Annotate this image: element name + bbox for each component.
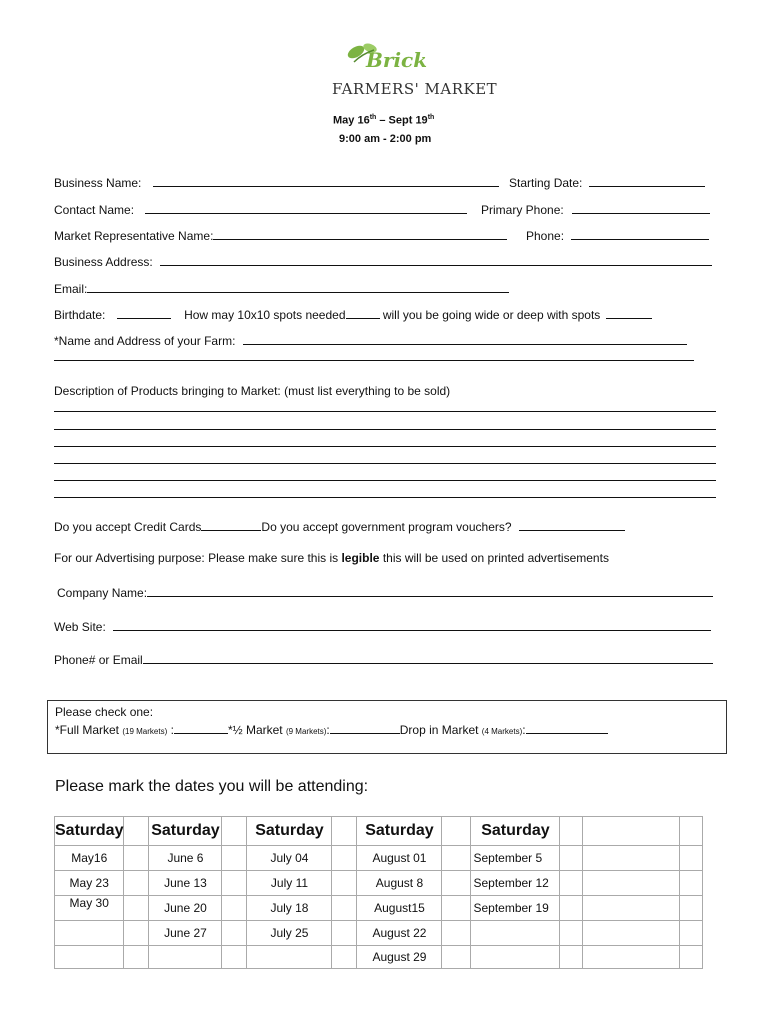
checkbox-cell[interactable] xyxy=(442,921,471,946)
description-line[interactable] xyxy=(54,446,716,447)
contact-name-row xyxy=(54,202,467,217)
phone-row xyxy=(526,228,709,243)
birthdate-field[interactable] xyxy=(117,307,171,319)
company-name-label: Company Name: xyxy=(57,586,148,600)
checkbox-cell[interactable] xyxy=(332,921,357,946)
col-header: Saturday xyxy=(471,817,560,846)
checkbox-cell[interactable] xyxy=(442,896,471,921)
date-cell: August 29 xyxy=(357,946,442,969)
blank-cell xyxy=(583,817,680,846)
phone-field[interactable] xyxy=(571,228,709,240)
logo-brick: Brick xyxy=(366,48,428,72)
full-market-label: *Full Market xyxy=(55,723,123,737)
season-hours: 9:00 am - 2:00 pm xyxy=(339,133,432,145)
date-cell: June 20 xyxy=(149,896,222,921)
date-cell: June 27 xyxy=(149,921,222,946)
description-line[interactable] xyxy=(54,411,716,412)
description-line[interactable] xyxy=(54,463,716,464)
email-row xyxy=(54,281,509,296)
date-cell xyxy=(55,921,124,946)
starting-date-row xyxy=(509,175,705,190)
checkbox-cell[interactable] xyxy=(560,896,583,921)
advertising-text-bold: legible xyxy=(341,551,380,565)
checkbox-cell[interactable] xyxy=(124,817,149,846)
schedule-table xyxy=(54,816,703,969)
checkbox-cell[interactable] xyxy=(560,921,583,946)
checkbox-cell[interactable] xyxy=(680,921,703,946)
wide-deep-field[interactable] xyxy=(606,307,652,319)
company-name-row xyxy=(57,585,713,600)
advertising-text-pre: For our Advertising purpose: Please make sure this is xyxy=(54,551,342,565)
phone-label: Phone: xyxy=(526,229,565,243)
business-address-field[interactable] xyxy=(160,254,712,266)
logo xyxy=(330,40,498,102)
credit-row xyxy=(54,519,625,534)
full-market-count: (19 Markets) xyxy=(122,727,168,736)
date-cell: August 01 xyxy=(357,846,442,871)
checkbox-cell[interactable] xyxy=(442,846,471,871)
col-header: Saturday xyxy=(55,817,124,846)
email-label: Email: xyxy=(54,282,88,296)
advertising-note xyxy=(54,551,609,565)
date-cell: September 5 xyxy=(471,846,560,871)
season-start-sup: th xyxy=(369,114,377,121)
vouchers-field[interactable] xyxy=(519,519,625,531)
logo-subtitle: FARMERS' MARKET xyxy=(332,80,498,98)
checkbox-cell[interactable] xyxy=(222,871,247,896)
birthdate-row xyxy=(54,307,652,322)
date-cell: June 13 xyxy=(149,871,222,896)
primary-phone-field[interactable] xyxy=(572,202,710,214)
credit-cards-field[interactable] xyxy=(201,519,261,531)
check-title: Please check one: xyxy=(55,705,154,719)
checkbox-cell[interactable] xyxy=(124,896,149,921)
season-end-sup: th xyxy=(427,114,435,121)
checkbox-cell[interactable] xyxy=(442,817,471,846)
drop-market-field[interactable] xyxy=(526,722,608,734)
date-cell: May 23 xyxy=(55,871,124,896)
vouchers-label: Do you accept government program vouchers? xyxy=(261,520,512,534)
date-cell: May16 xyxy=(55,846,124,871)
market-rep-label: Market Representative Name: xyxy=(54,229,214,243)
checkbox-cell[interactable] xyxy=(332,946,357,969)
spots-field[interactable] xyxy=(346,307,380,319)
season-start: May 16 xyxy=(333,114,370,127)
col-header: Saturday xyxy=(149,817,222,846)
drop-market-count: (4 Markets) xyxy=(481,727,523,736)
contact-name-field[interactable] xyxy=(145,202,467,214)
farm-field-line-2[interactable] xyxy=(54,360,694,361)
checkbox-cell[interactable] xyxy=(560,871,583,896)
half-market-label: *½ Market xyxy=(227,723,286,737)
checkbox-cell[interactable] xyxy=(332,896,357,921)
season-end: Sept 19 xyxy=(388,114,428,127)
market-rep-field[interactable] xyxy=(213,228,507,240)
market-options xyxy=(55,722,608,737)
birthdate-label: Birthdate: xyxy=(54,308,106,322)
description-line[interactable] xyxy=(54,429,716,430)
half-market-field[interactable] xyxy=(330,722,400,734)
half-market-count: (9 Markets) xyxy=(285,727,327,736)
checkbox-cell[interactable] xyxy=(222,846,247,871)
season-dash: – xyxy=(376,114,389,127)
date-cell: August 22 xyxy=(357,921,442,946)
blank-cell xyxy=(583,846,680,871)
checkbox-cell[interactable] xyxy=(332,871,357,896)
checkbox-cell[interactable] xyxy=(124,846,149,871)
date-cell: July 18 xyxy=(247,896,332,921)
checkbox-cell[interactable] xyxy=(124,921,149,946)
primary-phone-label: Primary Phone: xyxy=(481,203,564,217)
checkbox-cell[interactable] xyxy=(332,846,357,871)
business-address-label: Business Address: xyxy=(54,255,153,269)
web-site-row xyxy=(54,619,711,634)
col-header: Saturday xyxy=(247,817,332,846)
description-line[interactable] xyxy=(54,480,716,481)
starting-date-field[interactable] xyxy=(589,175,705,187)
starting-date-label: Starting Date: xyxy=(509,176,583,190)
date-cell xyxy=(55,946,124,969)
phone-email-field[interactable] xyxy=(143,652,713,664)
business-address-row xyxy=(54,254,712,269)
date-cell xyxy=(471,946,560,969)
season-dates xyxy=(333,114,434,127)
checkbox-cell[interactable] xyxy=(560,817,583,846)
dates-heading: Please mark the dates you will be attending: xyxy=(55,778,369,795)
checkbox-cell[interactable] xyxy=(222,817,247,846)
contact-name-label: Contact Name: xyxy=(54,203,135,217)
blank-cell xyxy=(583,896,680,921)
checkbox-cell[interactable] xyxy=(222,921,247,946)
col-header: Saturday xyxy=(357,817,442,846)
blank-cell xyxy=(583,871,680,896)
checkbox-cell[interactable] xyxy=(680,846,703,871)
full-market-field[interactable] xyxy=(174,722,228,734)
checkbox-cell[interactable] xyxy=(560,946,583,969)
half-market-colon: : xyxy=(326,723,330,737)
phone-email-row xyxy=(54,652,713,667)
date-cell xyxy=(471,921,560,946)
checkbox-cell[interactable] xyxy=(222,896,247,921)
web-site-field[interactable] xyxy=(113,619,711,631)
description-label: Description of Products bringing to Market: (must list everything to be sold) xyxy=(54,384,451,398)
drop-market-colon: : xyxy=(522,723,526,737)
blank-cell xyxy=(583,946,680,969)
drop-market-label: Drop in Market xyxy=(399,723,482,737)
spots-label: How may 10x10 spots needed xyxy=(184,308,346,322)
checkbox-cell[interactable] xyxy=(680,817,703,846)
description-line[interactable] xyxy=(54,497,716,498)
date-cell xyxy=(247,946,332,969)
date-cell: July 11 xyxy=(247,871,332,896)
full-market-colon: : xyxy=(167,723,174,737)
farm-label: *Name and Address of your Farm: xyxy=(54,334,236,348)
checkbox-cell[interactable] xyxy=(680,896,703,921)
wide-deep-label: will you be going wide or deep with spots xyxy=(382,308,601,322)
date-cell: July 25 xyxy=(247,921,332,946)
phone-email-label: Phone# or Email xyxy=(54,653,143,667)
web-site-label: Web Site: xyxy=(54,620,106,634)
date-cell: September 12 xyxy=(471,871,560,896)
credit-cards-label: Do you accept Credit Cards xyxy=(54,520,202,534)
market-rep-row xyxy=(54,228,507,243)
date-cell: May 30 xyxy=(55,896,124,921)
checkbox-cell[interactable] xyxy=(680,946,703,969)
date-cell: June 6 xyxy=(149,846,222,871)
checkbox-cell[interactable] xyxy=(124,946,149,969)
advertising-text-post: this will be used on printed advertisements xyxy=(379,551,609,565)
blank-cell xyxy=(583,921,680,946)
date-cell: August 8 xyxy=(357,871,442,896)
checkbox-cell[interactable] xyxy=(442,946,471,969)
business-name-field[interactable] xyxy=(153,175,499,187)
checkbox-cell[interactable] xyxy=(222,946,247,969)
company-name-field[interactable] xyxy=(147,585,713,597)
checkbox-cell[interactable] xyxy=(680,871,703,896)
farm-field[interactable] xyxy=(243,333,687,345)
date-cell xyxy=(149,946,222,969)
farm-row xyxy=(54,333,687,348)
checkbox-cell[interactable] xyxy=(332,817,357,846)
business-name-label: Business Name: xyxy=(54,176,142,190)
date-cell: September 19 xyxy=(471,896,560,921)
checkbox-cell[interactable] xyxy=(442,871,471,896)
primary-phone-row xyxy=(481,202,710,217)
email-field[interactable] xyxy=(87,281,509,293)
checkbox-cell[interactable] xyxy=(124,871,149,896)
date-cell: August15 xyxy=(357,896,442,921)
checkbox-cell[interactable] xyxy=(560,846,583,871)
date-cell: July 04 xyxy=(247,846,332,871)
business-name-row xyxy=(54,175,499,190)
